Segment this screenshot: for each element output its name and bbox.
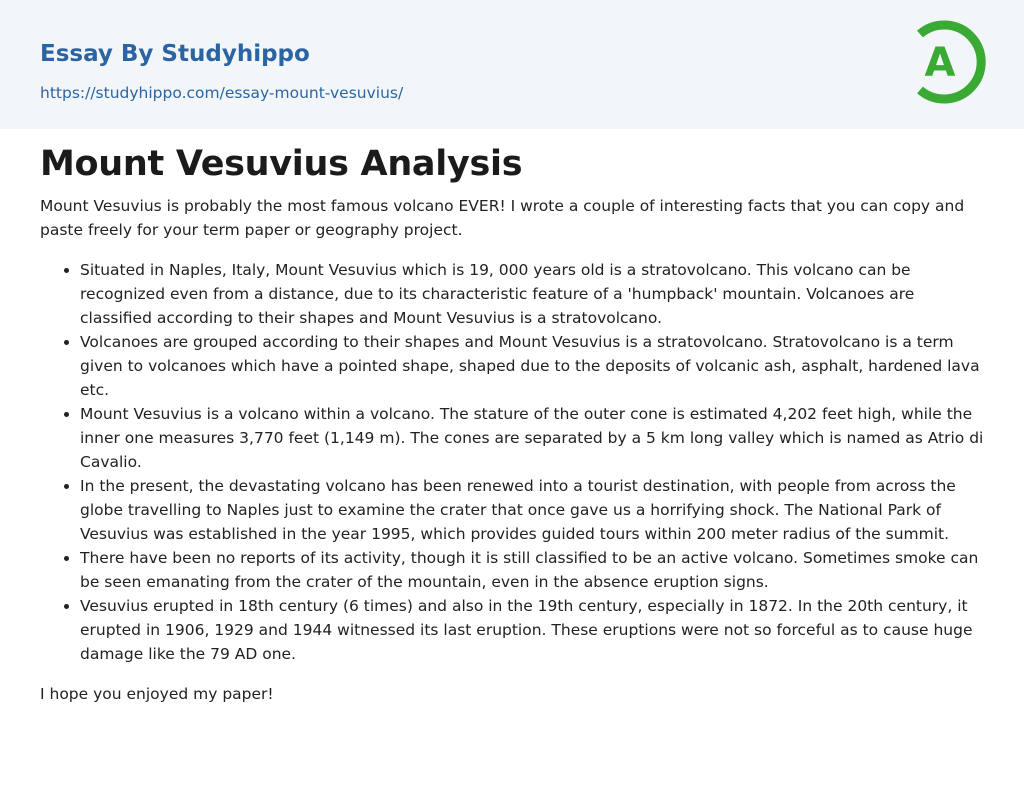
list-item: • In the present, the devastating volcano has been renewed into a tourist destination, with people from across the globe travelling to Naples just to examine the crater that once gave us a horrifying shock. The National Park of Vesuvius was established in the year 1995, which provides guided tours within 200 meter radius of the summit. (80, 474, 984, 546)
list-item: • Situated in Naples, Italy, Mount Vesuvius which is 19, 000 years old is a stratovolcano. This volcano can be recognized even from a distance, due to its characteristic feature of a 'humpback' mountain. Volcanoes are classified according to their shapes and Mount Vesuvius is a stratovolcano. (80, 258, 984, 330)
closing-paragraph: I hope you enjoyed my paper! (40, 685, 274, 703)
article-body (40, 194, 984, 706)
list-item: • Volcanoes are grouped according to their shapes and Mount Vesuvius is a stratovolcano. Stratovolcano is a term given to volcanoes which have a pointed shape, shaped due to the deposits of volcanic ash, asphalt, hardened lava etc. (80, 330, 984, 402)
logo-letter: A (924, 40, 956, 86)
list-item: • Mount Vesuvius is a volcano within a volcano. The stature of the outer cone is estimated 4,202 feet high, while the inner one measures 3,770 feet (1,149 m). The cones are separated by a 5 km long valley which is named as Atrio di Cavalio. (80, 402, 984, 474)
brand-title: Essay By Studyhippo (40, 41, 310, 67)
studyhippo-logo-icon[interactable] (910, 18, 988, 106)
page-title: Mount Vesuvius Analysis (40, 144, 523, 184)
essay-url-link[interactable]: https://studyhippo.com/essay-mount-vesuvius/ (40, 84, 404, 102)
page-header (0, 0, 1024, 129)
list-item: • Vesuvius erupted in 18th century (6 times) and also in the 19th century, especially in 1872. In the 20th century, it erupted in 1906, 1929 and 1944 witnessed its last eruption. These eruptions were not so forceful as to cause huge damage like the 79 AD one. (80, 594, 984, 666)
intro-paragraph: Mount Vesuvius is probably the most famous volcano EVER! I wrote a couple of interesting facts that you can copy and paste freely for your term paper or geography project. (40, 197, 965, 239)
facts-list (40, 258, 984, 666)
list-item: • There have been no reports of its activity, though it is still classified to be an active volcano. Sometimes smoke can be seen emanating from the crater of the mountain, even in the absence eruption signs. (80, 546, 984, 594)
